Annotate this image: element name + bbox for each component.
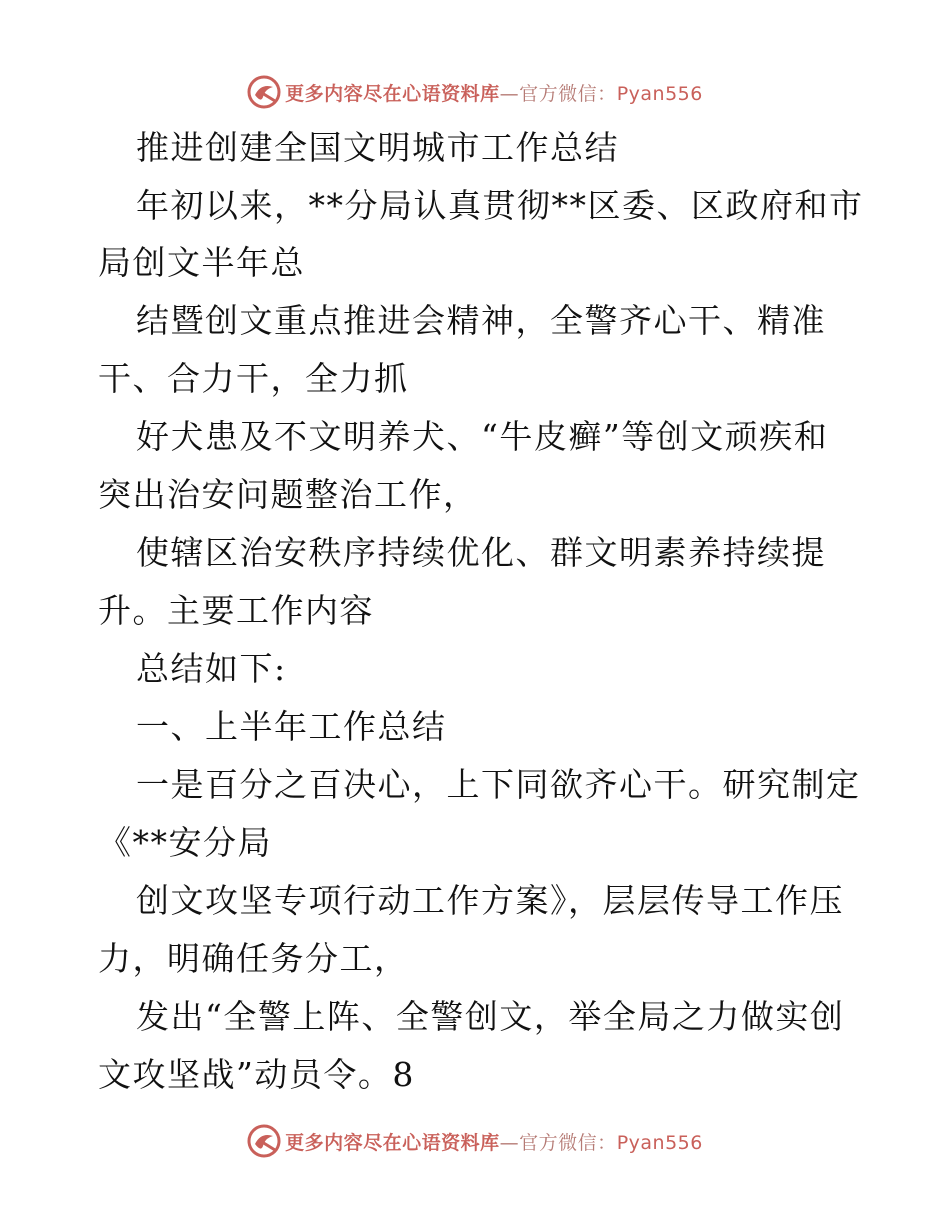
watermark-wechat-id: Pyan556: [616, 82, 703, 105]
text-line: 结暨创文重点推进会精神，全警齐心干、精准: [136, 301, 826, 340]
text-line: 力，明确任务分工，: [98, 939, 409, 978]
text-line: 局创文半年总: [98, 243, 305, 282]
watermark-dash: —: [499, 82, 520, 105]
watermark-brand: 更多内容尽在心语资料库: [285, 1131, 500, 1154]
watermark-wechat-id: Pyan556: [616, 1131, 703, 1154]
text-line: 文攻坚战”动员令。8: [98, 1055, 415, 1094]
text-line: 总结如下:: [136, 649, 287, 688]
red-swirl-logo-icon: [247, 1124, 281, 1158]
text-line: 《**安分局: [98, 823, 272, 862]
watermark-wechat-label: 官方微信：: [519, 82, 617, 105]
text-line: 发出“全警上阵、全警创文，举全局之力做实创: [136, 997, 845, 1036]
watermark-text: [285, 1128, 703, 1155]
text-line: 干、合力干，全力抓: [98, 359, 409, 398]
section-heading: 一、上半年工作总结: [136, 707, 447, 746]
text-line: 突出治安问题整治工作，: [98, 475, 478, 514]
watermark-dash: —: [499, 1131, 520, 1154]
text-line: 创文攻坚专项行动工作方案》，层层传导工作压: [136, 881, 844, 920]
watermark-brand: 更多内容尽在心语资料库: [285, 82, 500, 105]
watermark-banner-bottom: [0, 1121, 950, 1161]
text-line: 使辖区治安秩序持续优化、群文明素养持续提: [136, 533, 826, 572]
text-line: 一是百分之百决心，上下同欲齐心干。研究制定: [136, 765, 861, 804]
watermark-wechat-label: 官方微信：: [519, 1131, 617, 1154]
text-line: 升。主要工作内容: [98, 591, 374, 630]
text-line: 年初以来，**分局认真贯彻**区委、区政府和市: [136, 186, 864, 225]
text-line: 好犬患及不文明养犬、“牛皮癣”等创文顽疾和: [136, 417, 829, 456]
document-title: 推进创建全国文明城市工作总结: [136, 128, 619, 167]
